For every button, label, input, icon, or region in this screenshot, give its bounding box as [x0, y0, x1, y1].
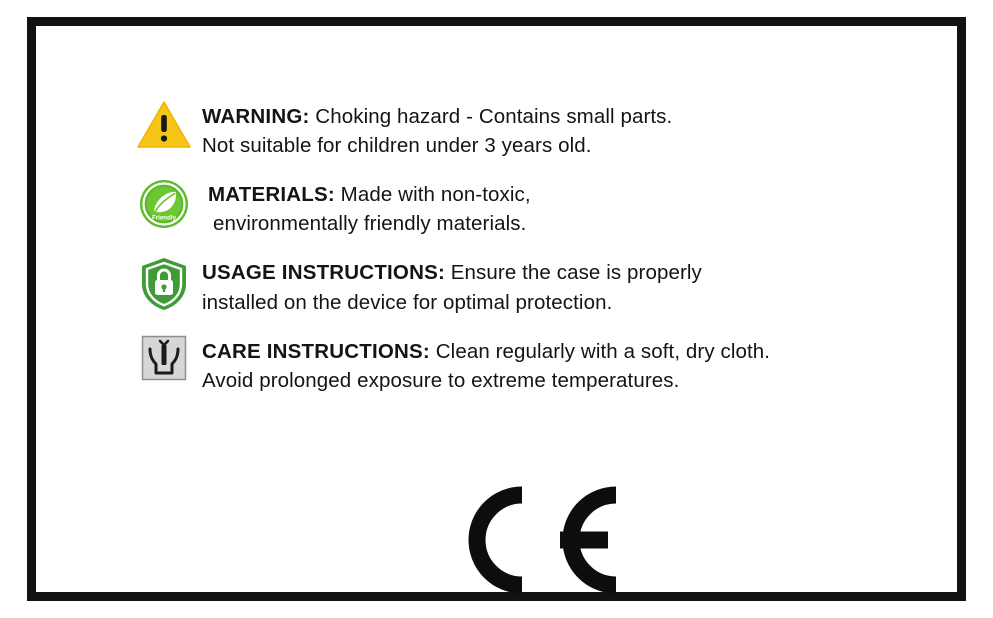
list-item: [126, 98, 956, 160]
list-item-line2: Not suitable for children under 3 years old.: [202, 134, 592, 158]
list-item-line2: environmentally friendly materials.: [213, 212, 527, 236]
list-item-line1: Ensure the case is properly: [444, 261, 702, 285]
list-item-text: [202, 254, 956, 316]
list-item: [126, 254, 956, 316]
list-item-line2: Avoid prolonged exposure to extreme temperatures.: [202, 368, 680, 392]
list-item: [126, 333, 956, 395]
list-item-heading: USAGE INSTRUCTIONS:: [202, 261, 445, 285]
list-item-line1: Clean regularly with a soft, dry cloth.: [429, 339, 771, 363]
ce-marking-icon: [438, 481, 628, 599]
eco-icon-caption: Friendly: [151, 214, 177, 222]
list-item-text: [202, 333, 956, 395]
list-item-line1: Choking hazard - Contains small parts.: [309, 105, 673, 128]
list-item-line1: Made with non-toxic,: [334, 183, 531, 207]
list-item-heading: WARNING:: [202, 105, 310, 128]
list-item: [126, 176, 956, 238]
list-item-text: [202, 98, 956, 160]
shield-lock-icon: [126, 254, 202, 312]
label-border-frame: [27, 17, 966, 601]
list-item-line2: installed on the device for optimal protection.: [202, 290, 613, 314]
instruction-rows: [126, 98, 956, 411]
list-item-text: [202, 176, 956, 238]
list-item-heading: CARE INSTRUCTIONS:: [202, 339, 430, 363]
handle-with-care-icon: [126, 333, 202, 381]
warning-triangle-icon: [126, 98, 202, 150]
eco-friendly-leaf-icon: [126, 176, 202, 230]
ce-mark-container: [36, 481, 993, 599]
list-item-heading: MATERIALS:: [208, 183, 335, 207]
